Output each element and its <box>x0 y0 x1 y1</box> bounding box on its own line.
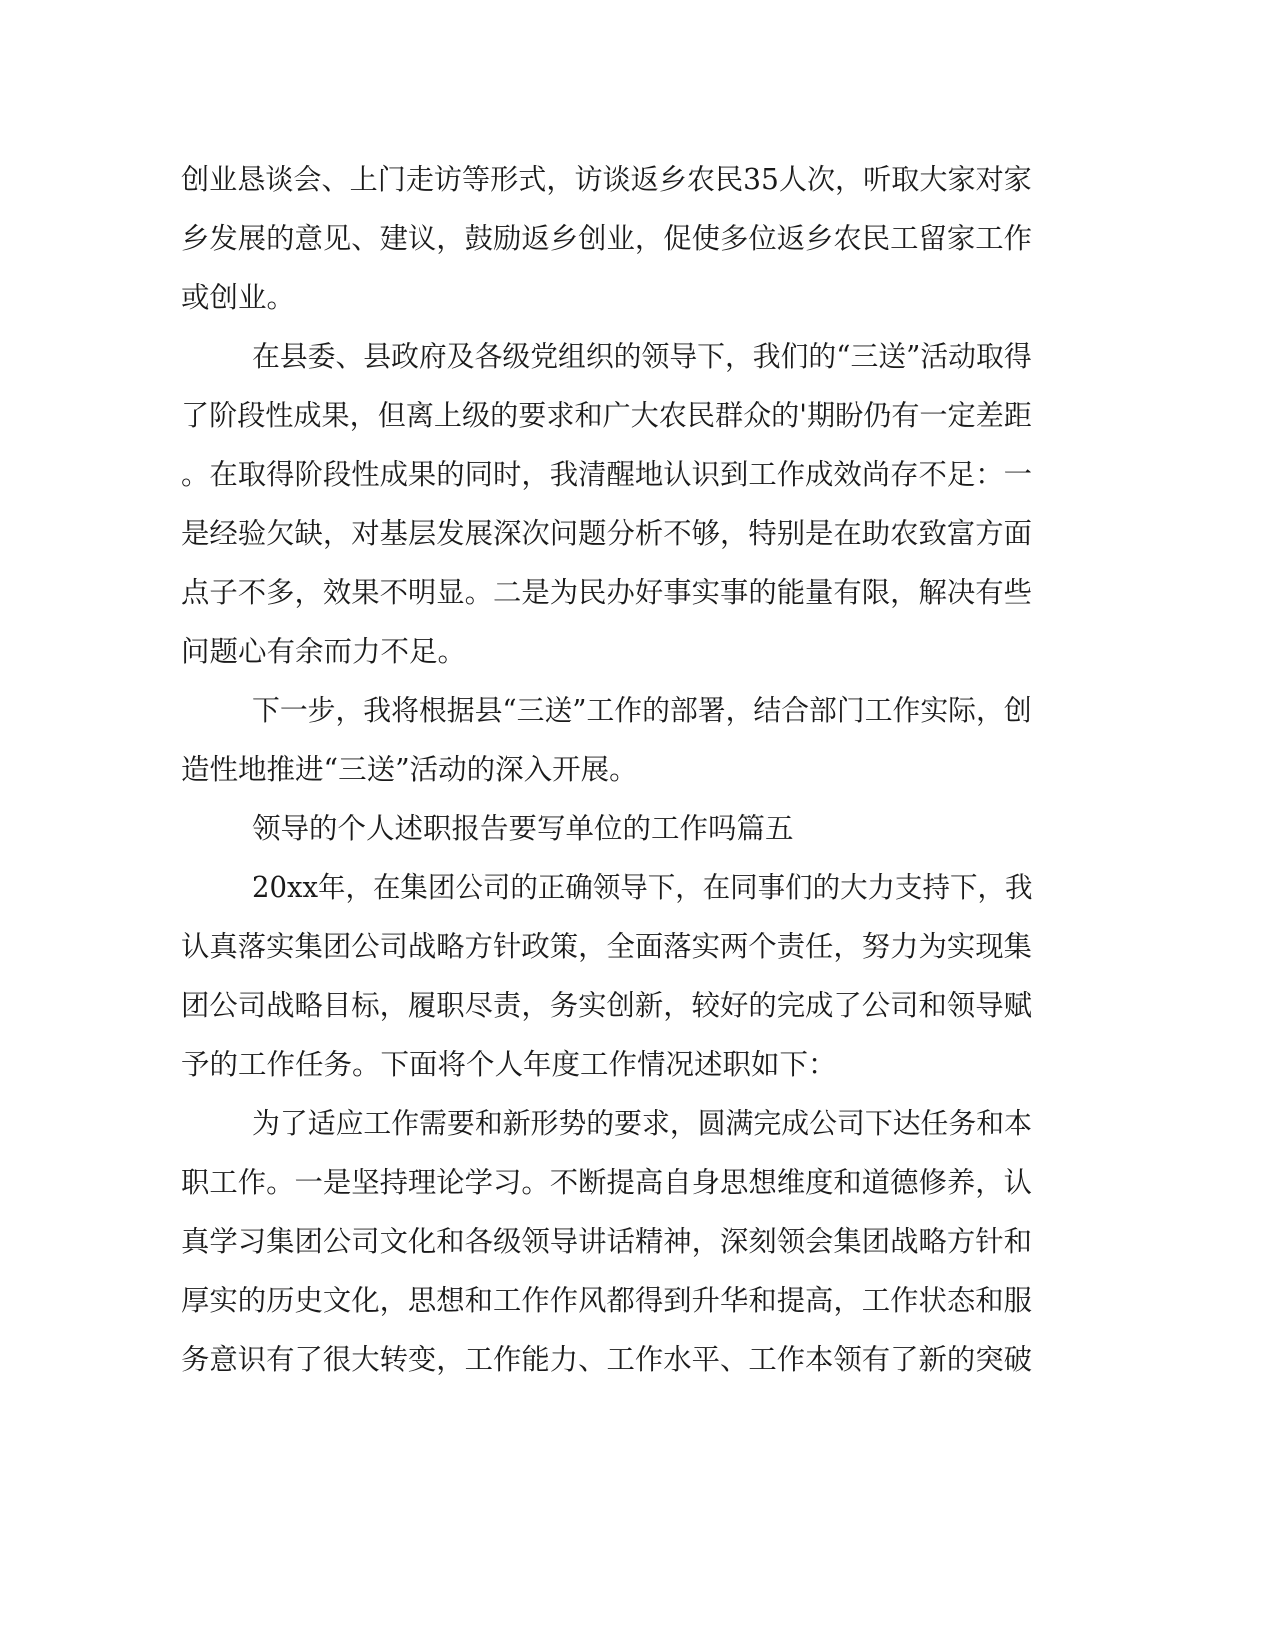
line-text: 予的工作任务。下面将个人年度工作情况述职如下： <box>181 1048 837 1081</box>
text-line <box>0 984 1275 1028</box>
text-line <box>0 394 1275 438</box>
line-text: 领导的个人述职报告要写单位的工作吗篇五 <box>252 812 794 845</box>
text-line <box>0 335 1275 379</box>
line-text: 为了适应工作需要和新形势的要求，圆满完成公司下达任务和本 <box>252 1107 1032 1140</box>
line-text: 造性地推进“三送”活动的深入开展。 <box>181 753 638 786</box>
line-text: 职工作。一是坚持理论学习。不断提高自身思想维度和道德修养，认 <box>181 1166 1032 1199</box>
line-text: 真学习集团公司文化和各级领导讲话精神，深刻领会集团战略方针和 <box>181 1225 1032 1258</box>
line-text: 务意识有了很大转变，工作能力、工作水平、工作本领有了新的突破 <box>181 1343 1032 1376</box>
text-line <box>0 689 1275 733</box>
text-line <box>0 630 1275 674</box>
text-line <box>0 1220 1275 1264</box>
text-line <box>0 571 1275 615</box>
section-heading <box>0 807 1275 851</box>
line-text: 在县委、县政府及各级党组织的领导下，我们的“三送”活动取得 <box>252 340 1032 373</box>
line-text: 创业恳谈会、上门走访等形式，访谈返乡农民35人次，听取大家对家 <box>181 163 1032 196</box>
text-line <box>0 1102 1275 1146</box>
text-line <box>0 748 1275 792</box>
text-line <box>0 217 1275 261</box>
line-text: 团公司战略目标，履职尽责，务实创新，较好的完成了公司和领导赋 <box>181 989 1032 1022</box>
line-text: 了阶段性成果，但离上级的要求和广大农民群众的'期盼仍有一定差距 <box>181 399 1032 432</box>
text-line <box>0 276 1275 320</box>
text-line <box>0 453 1275 497</box>
line-text: 点子不多，效果不明显。二是为民办好事实事的能量有限，解决有些 <box>181 576 1032 609</box>
line-text: 下一步，我将根据县“三送”工作的部署，结合部门工作实际，创 <box>252 694 1032 727</box>
text-line <box>0 866 1275 910</box>
line-text: 是经验欠缺，对基层发展深次问题分析不够，特别是在助农致富方面 <box>181 517 1032 550</box>
text-line <box>0 1161 1275 1205</box>
text-line <box>0 1043 1275 1087</box>
line-text: 乡发展的意见、建议，鼓励返乡创业，促使多位返乡农民工留家工作 <box>181 222 1032 255</box>
text-line <box>0 512 1275 556</box>
line-text: 。在取得阶段性成果的同时，我清醒地认识到工作成效尚存不足：一 <box>181 458 1032 491</box>
text-line <box>0 1279 1275 1323</box>
line-text: 认真落实集团公司战略方针政策，全面落实两个责任，努力为实现集 <box>181 930 1032 963</box>
text-line <box>0 158 1275 202</box>
text-line <box>0 925 1275 969</box>
text-line <box>0 1338 1275 1382</box>
line-text: 厚实的历史文化，思想和工作作风都得到升华和提高，工作状态和服 <box>181 1284 1032 1317</box>
line-text: 或创业。 <box>181 281 296 314</box>
line-text: 20xx年，在集团公司的正确领导下，在同事们的大力支持下，我 <box>252 871 1033 904</box>
line-text: 问题心有余而力不足。 <box>181 635 467 668</box>
